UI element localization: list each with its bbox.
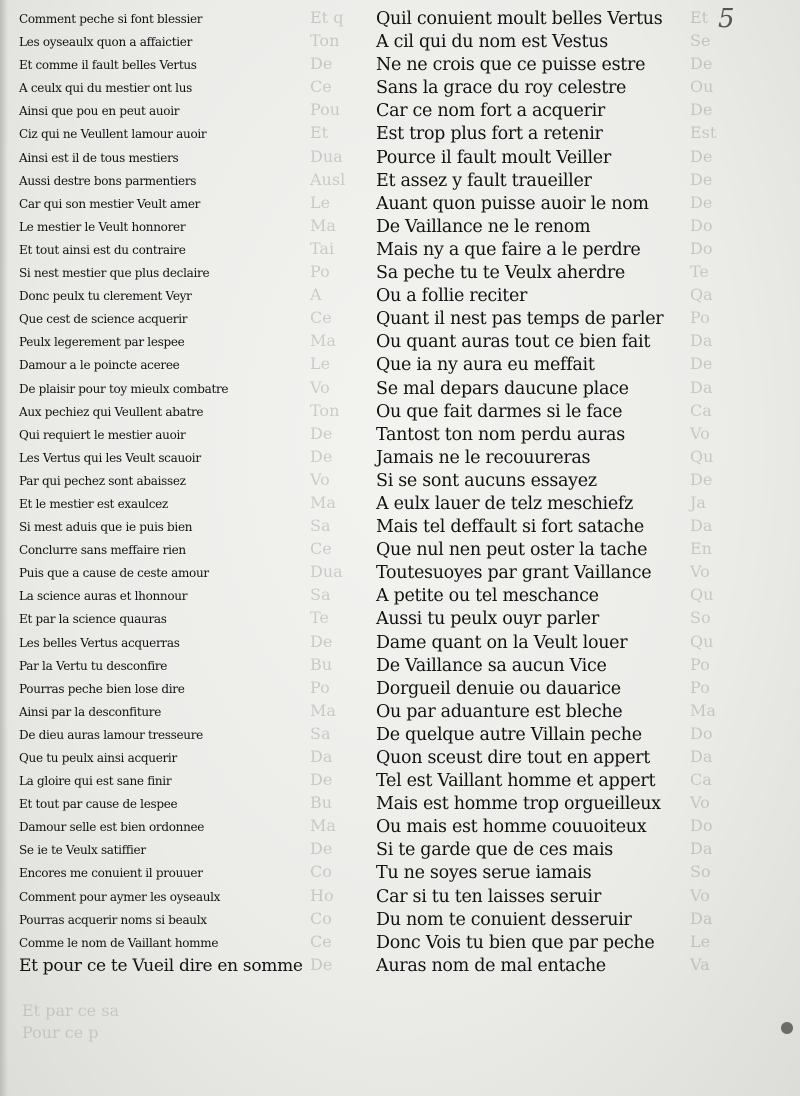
- verse-line: Ou a follie reciter: [376, 286, 528, 307]
- verse-line: Si se sont aucuns essayez: [376, 470, 597, 491]
- verse-line: Ainsi par la desconfiture: [19, 704, 162, 719]
- verse-line: Est trop plus fort a retenir: [376, 124, 603, 145]
- verse-line: De Vaillance sa aucun Vice: [376, 655, 607, 676]
- page-hole-mark: [781, 1022, 793, 1034]
- verse-line: Se ie te Veulx satiffier: [19, 843, 146, 858]
- show-through-left: Et q Ton De Ce Pou Et Dua Ausl Le Ma Tai Po A Ce Ma Le Vo Ton De De Vo Ma Sa Ce Dua Sa Te De Bu Po Ma Sa Da De Bu Ma De Co Ho Co Ce De: [310, 8, 346, 974]
- verse-line: Puis que a cause de ceste amour: [19, 566, 209, 581]
- verse-line: Le mestier le Veult honnorer: [19, 219, 186, 234]
- verse-line: Si nest mestier que plus declaire: [19, 266, 210, 281]
- verse-line: A petite ou tel meschance: [376, 586, 599, 607]
- verse-line: Comment pour aymer les oyseaulx: [19, 889, 221, 904]
- verse-line: Tantost ton nom perdu auras: [376, 424, 625, 445]
- show-through-bottom: Et par ce sa Pour ce p: [22, 1001, 119, 1042]
- verse-line: Mais ny a que faire a le perdre: [376, 239, 641, 260]
- verse-line: Les Vertus qui les Veult scauoir: [19, 450, 201, 465]
- verse-line: Ainsi est il de tous mestiers: [19, 150, 179, 165]
- verse-line: Que nul nen peut oster la tache: [376, 540, 648, 561]
- verse-line: Ou mais est homme couuoiteux: [376, 817, 647, 838]
- verse-line: Car ce nom fort a acquerir: [376, 101, 605, 122]
- verse-line: Se mal depars daucune place: [376, 378, 629, 399]
- verse-line: A cil qui du nom est Vestus: [376, 32, 608, 53]
- verse-line: Ou quant auras tout ce bien fait: [376, 332, 651, 353]
- verse-line: De plaisir pour toy mieulx combatre: [19, 381, 229, 396]
- right-text-column: [376, 8, 663, 978]
- verse-line: Auras nom de mal entache: [376, 955, 606, 976]
- verse-line: Du nom te conuient desseruir: [376, 909, 632, 930]
- verse-line: Dame quant on la Veult louer: [376, 632, 628, 653]
- verse-line: Et le mestier est exaulcez: [19, 496, 168, 511]
- verse-line: De quelque autre Villain peche: [376, 724, 642, 745]
- verse-line: Quon sceust dire tout en appert: [376, 748, 650, 768]
- verse-line: Sans la grace du roy celestre: [376, 78, 627, 99]
- verse-line: Tel est Vaillant homme et appert: [376, 771, 656, 792]
- verse-line: Ou par aduanture est bleche: [376, 701, 623, 722]
- verse-line: Pourras acquerir noms si beaulx: [19, 912, 207, 927]
- verse-line: Et assez y fault traueiller: [376, 170, 592, 191]
- verse-line: Damour selle est bien ordonnee: [19, 820, 205, 835]
- verse-line: Et tout ainsi est du contraire: [19, 242, 186, 257]
- verse-line: Comme le nom de Vaillant homme: [19, 935, 219, 950]
- verse-line: Toutesuoyes par grant Vaillance: [376, 563, 652, 584]
- verse-line: Aux pechiez qui Veullent abatre: [19, 404, 204, 419]
- verse-line: La science auras et lhonnour: [19, 589, 188, 604]
- verse-line: Que tu peulx ainsi acquerir: [19, 751, 177, 765]
- verse-line: Pource il fault moult Veiller: [376, 147, 611, 168]
- verse-line: Quant il nest pas temps de parler: [376, 309, 664, 330]
- verse-line: Que cest de science acquerir: [19, 312, 188, 327]
- verse-line: Ainsi que pou en peut auoir: [19, 104, 180, 119]
- verse-line: Que ia ny aura eu meffait: [376, 355, 595, 376]
- verse-line: Les oyseaulx quon a affaictier: [19, 35, 193, 50]
- verse-line: Encores me conuient il prouuer: [19, 866, 203, 881]
- verse-line: La gloire qui est sane finir: [19, 774, 172, 789]
- verse-line: Si te garde que de ces mais: [376, 840, 613, 861]
- verse-line: Ciz qui ne Veullent lamour auoir: [19, 127, 207, 142]
- verse-line: Et pour ce te Vueil dire en somme: [19, 955, 303, 976]
- verse-line: Jamais ne le recouureras: [376, 447, 591, 468]
- verse-line: Et par la science quauras: [19, 612, 167, 627]
- verse-line: Dorgueil denuie ou dauarice: [376, 678, 621, 699]
- verse-line: Damour a le poincte aceree: [19, 358, 180, 373]
- verse-line: Mais tel deffault si fort satache: [376, 517, 644, 538]
- verse-line: Aussi destre bons parmentiers: [19, 173, 197, 188]
- verse-line: Par qui pechez sont abaissez: [19, 473, 186, 488]
- verse-line: A ceulx qui du mestier ont lus: [19, 81, 193, 96]
- verse-line: Qui requiert le mestier auoir: [19, 427, 186, 442]
- verse-line: Sa peche tu te Veulx aherdre: [376, 263, 625, 284]
- verse-line: Mais est homme trop orgueilleux: [376, 794, 661, 815]
- verse-line: A eulx lauer de telz meschiefz: [376, 493, 633, 514]
- verse-line: Conclurre sans meffaire rien: [19, 543, 186, 558]
- verse-line: Car si tu ten laisses seruir: [376, 886, 602, 907]
- verse-line: Et comme il fault belles Vertus: [19, 58, 197, 73]
- verse-line: Car qui son mestier Veult amer: [19, 196, 201, 211]
- verse-line: Les belles Vertus acquerras: [19, 635, 180, 650]
- folio-number: 5: [718, 4, 735, 34]
- verse-line: Auant quon puisse auoir le nom: [376, 193, 649, 214]
- verse-line: Aussi tu peulx ouyr parler: [376, 609, 599, 630]
- verse-line: Donc Vois tu bien que par peche: [376, 932, 655, 953]
- left-text-column: [19, 8, 303, 978]
- verse-line: Par la Vertu tu desconfire: [19, 658, 168, 673]
- verse-line: Quil conuient moult belles Vertus: [376, 9, 663, 29]
- spine-shadow: [0, 0, 8, 1096]
- verse-line: Et tout par cause de lespee: [19, 797, 178, 812]
- verse-line: Pourras peche bien lose dire: [19, 681, 185, 696]
- verse-line: De dieu auras lamour tresseure: [19, 727, 203, 742]
- verse-line: Si mest aduis que ie puis bien: [19, 520, 193, 535]
- verse-line: Ou que fait darmes si le face: [376, 401, 623, 422]
- verse-line: De Vaillance ne le renom: [376, 216, 591, 237]
- verse-line: Ne ne crois que ce puisse estre: [376, 55, 646, 76]
- verse-line: Peulx legerement par lespee: [19, 335, 185, 350]
- verse-line: Donc peulx tu clerement Veyr: [19, 289, 192, 304]
- verse-line: Comment peche si font blessier: [19, 12, 203, 26]
- show-through-right: Et Se De Ou De Est De De De Do Do Te Qa Po Da De Da Ca Vo Qu De Ja Da En Vo Qu So Qu Po Po Ma Do Da Ca Vo Do Da So Vo Da Le Va: [690, 8, 717, 974]
- verse-line: Tu ne soyes serue iamais: [376, 863, 592, 884]
